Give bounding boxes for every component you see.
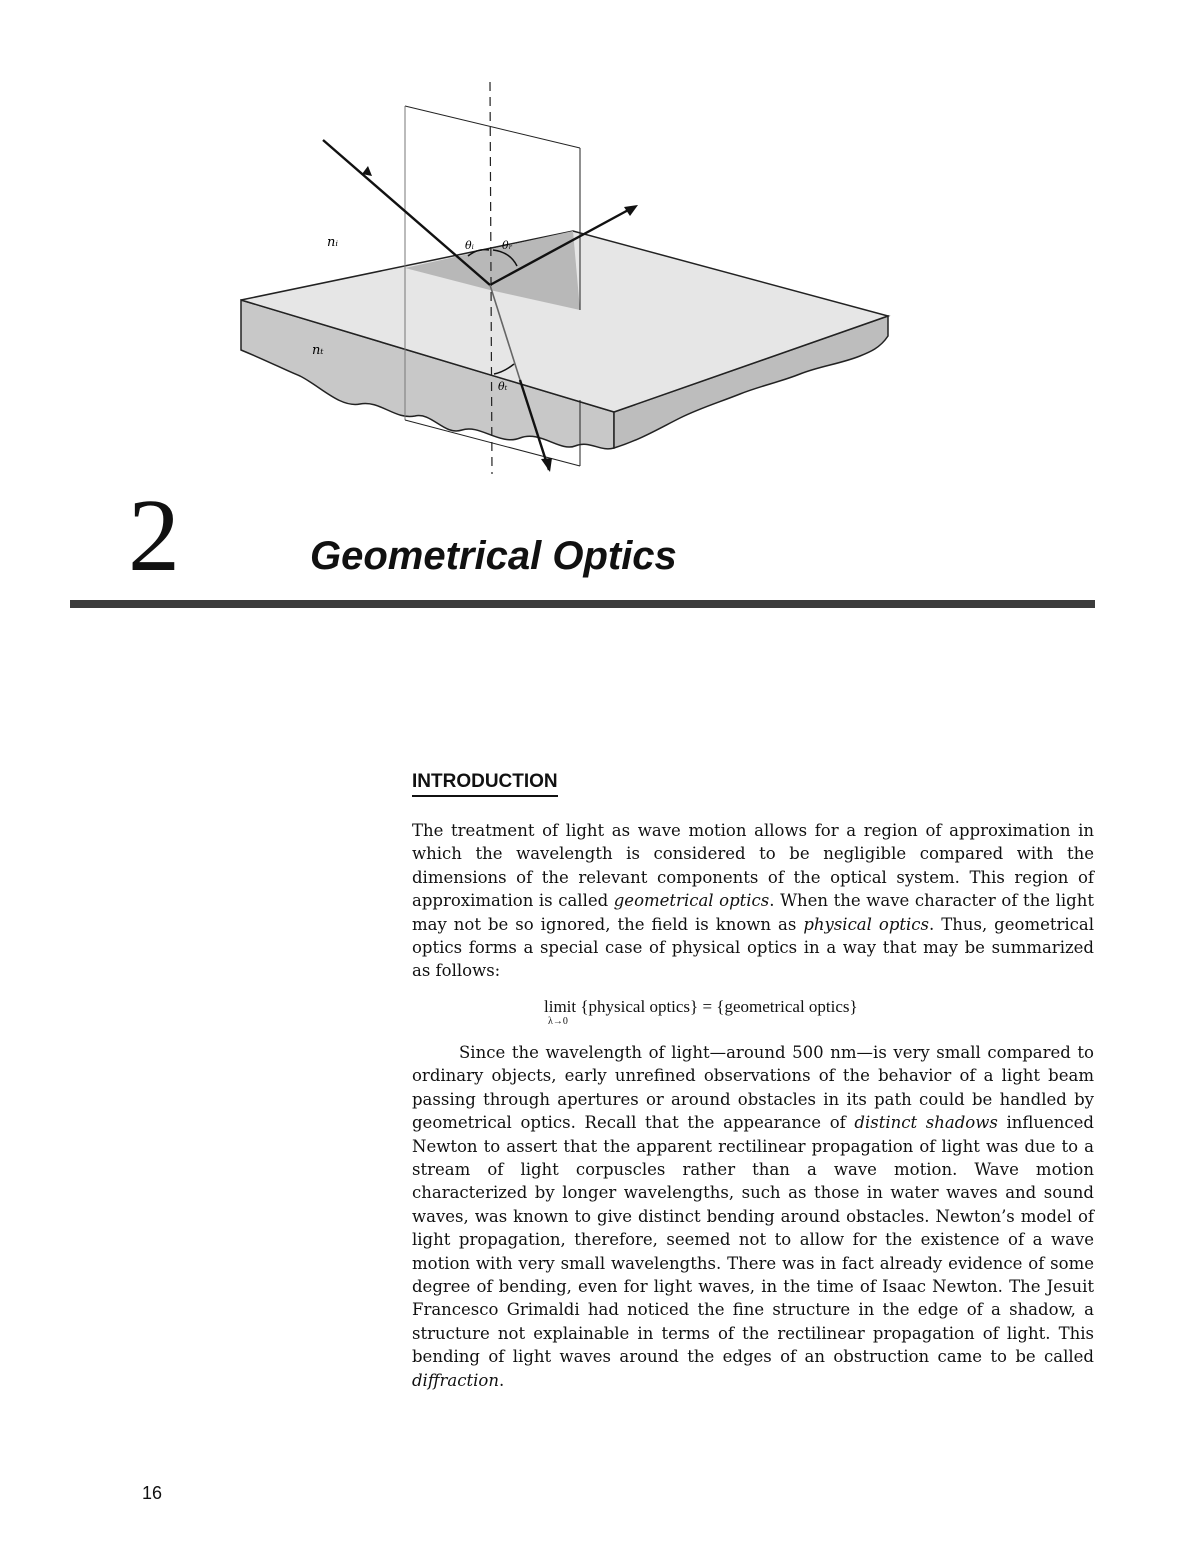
limit-equation <box>544 997 858 1027</box>
refracted-ray-arrowhead <box>541 458 552 472</box>
emphasis-term: geometrical optics <box>613 891 770 911</box>
section-heading: INTRODUCTION <box>412 771 558 797</box>
page-number: 16 <box>142 1483 163 1503</box>
limit-subscript: λ→0 <box>548 1016 568 1027</box>
emphasis-term: physical optics <box>803 914 930 934</box>
label-theta-i: θᵢ <box>465 239 474 252</box>
paragraph-text: . Thus, geometrical optics forms a special case of physical optics in a way that may be summarized as follows: <box>412 914 1094 981</box>
paragraph-2 <box>412 1041 1094 1392</box>
paragraph-1 <box>412 819 1094 983</box>
paragraph-text: The treatment of light as wave motion allows for a region of approximation in which the wavelength is considered to be negligible compared with the dimensions of the relevant components of the optical system. This region of approximation is called <box>412 821 1094 911</box>
paragraph-text: Since the wavelength of light—around 500 nm—is very small compared to ordinary objects, early unrefined observations of the behavior of a light beam passing through apertures or around obstacles in its path could be handled by geometrical optics. Recall that the appearance of <box>412 1043 1094 1133</box>
label-n-i: nᵢ <box>327 235 338 250</box>
emphasis-term: diffraction <box>412 1370 499 1390</box>
paragraph-text: . <box>498 1370 505 1390</box>
equation-body: {physical optics} = {geometrical optics} <box>580 997 858 1016</box>
chapter-rule <box>70 600 1095 608</box>
incident-ray <box>323 140 490 285</box>
label-n-t: nₜ <box>312 343 324 358</box>
label-theta-r: θᵣ <box>502 239 513 252</box>
limit-word: limit <box>544 997 577 1016</box>
chapter-number: 2 <box>128 478 178 593</box>
limit-operator <box>544 997 577 1027</box>
plane-of-incidence-edge <box>405 106 580 148</box>
paragraph-text: . When the wave character of the light may not be so ignored, the field is known as <box>412 891 1094 934</box>
refraction-figure <box>230 78 910 480</box>
emphasis-term: distinct shadows <box>854 1113 998 1133</box>
paragraph-text: influenced Newton to assert that the apparent rectilinear propagation of light was due to a stream of light corpuscles rather than a wave motion. Wave motion characterized by longer wavelengths, such as those in water waves and sound waves, was known to give distinct bending around obstacles. Newton’s model of light propagation, therefore, seemed not to allow for the existence of a wave motion with very small wavelengths. There was in fact already evidence of some degree of bending, even for light waves, in the time of Isaac Newton. The Jesuit Francesco Grimaldi had noticed the fine structure in the edge of a shadow, a structure not explainable in terms of the rectilinear propagation of light. This bending of light waves around the edges of an obstruction came to be called <box>412 1113 1094 1367</box>
label-theta-t: θₜ <box>498 380 508 393</box>
chapter-title: Geometrical Optics <box>310 534 677 578</box>
